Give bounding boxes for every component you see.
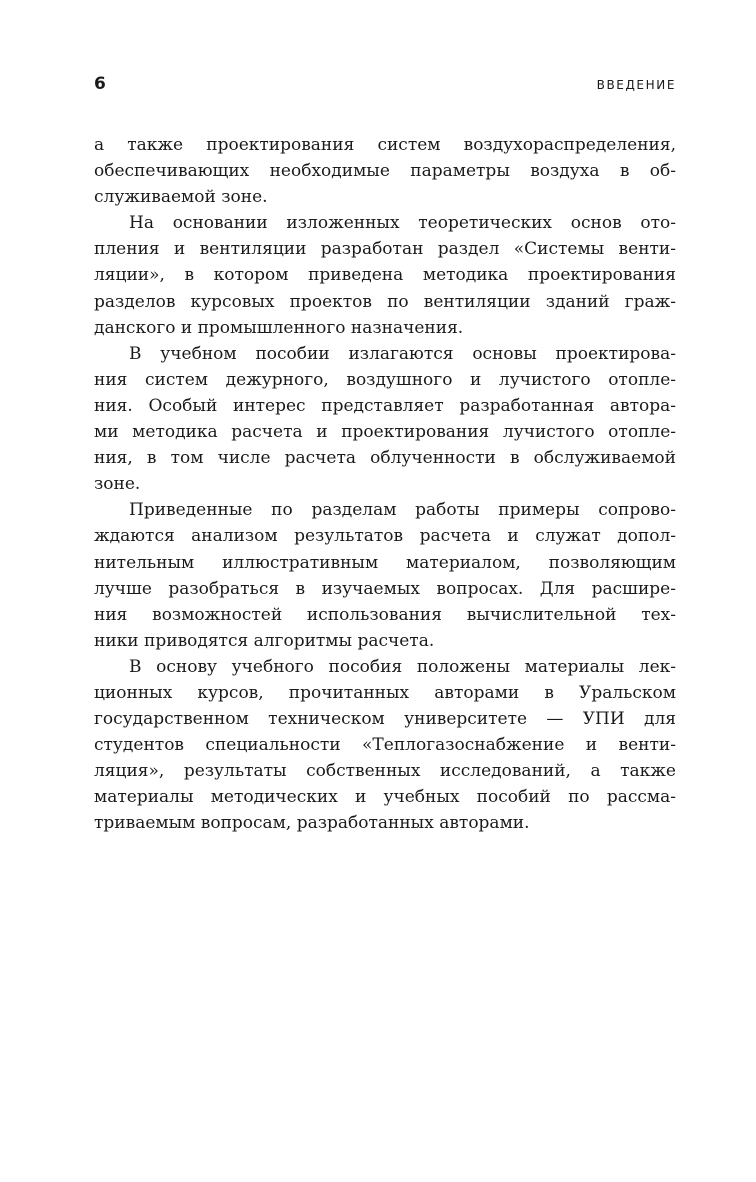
text-line: ляция», результаты собственных исследований, а также (94, 761, 676, 782)
text-line: ния возможностей использования вычислительной тех- (94, 604, 676, 625)
text-line: студентов специальности «Теплогазоснабжение и венти- (94, 735, 676, 756)
text-line: На основании изложенных теоретических основ ото- (129, 213, 676, 234)
text-line: нительным иллюстративным материалом, позволяющим (94, 552, 676, 573)
text-line: пления и вентиляции разработан раздел «Системы венти- (94, 239, 676, 260)
text-line: Приведенные по разделам работы примеры сопрово- (129, 500, 676, 521)
text-line: лучше разобраться в изучаемых вопросах. Для расшире- (94, 578, 676, 599)
text-line: ждаются анализом результатов расчета и служат допол- (94, 526, 676, 547)
text-line: обеспечивающих необходимые параметры воздуха в об- (94, 161, 676, 182)
text-line: зоне. (94, 474, 141, 495)
body-text (94, 132, 676, 837)
text-line: разделов курсовых проектов по вентиляции зданий граж- (94, 291, 676, 312)
text-line: ния. Особый интерес представляет разработанная автора- (94, 395, 676, 416)
text-line: ми методика расчета и проектирования лучистого отопле- (94, 422, 676, 443)
text-line: государственном техническом университете — УПИ для (94, 709, 676, 730)
text-line: ляции», в котором приведена методика проектирования (94, 265, 676, 286)
page-number: 6 (94, 74, 106, 94)
text-line: ники приводятся алгоритмы расчета. (94, 630, 435, 651)
text-line: В учебном пособии излагаются основы проектирова- (129, 343, 676, 364)
text-line: данского и промышленного назначения. (94, 317, 464, 338)
text-line: триваемым вопросам, разработанных авторами. (94, 813, 530, 834)
page-header (94, 74, 676, 98)
text-line: а также проектирования систем воздухораспределения, (94, 135, 676, 155)
text-line: материалы методических и учебных пособий по рассма- (94, 787, 676, 808)
text-line: ния, в том числе расчета облученности в обслуживаемой (94, 448, 676, 469)
running-head: ВВЕДЕНИЕ (596, 78, 676, 92)
text-line: ния систем дежурного, воздушного и лучистого отопле- (94, 369, 676, 390)
text-line: В основу учебного пособия положены материалы лек- (129, 656, 676, 677)
text-line: служиваемой зоне. (94, 187, 268, 208)
text-line: ционных курсов, прочитанных авторами в Уральском (94, 682, 676, 703)
